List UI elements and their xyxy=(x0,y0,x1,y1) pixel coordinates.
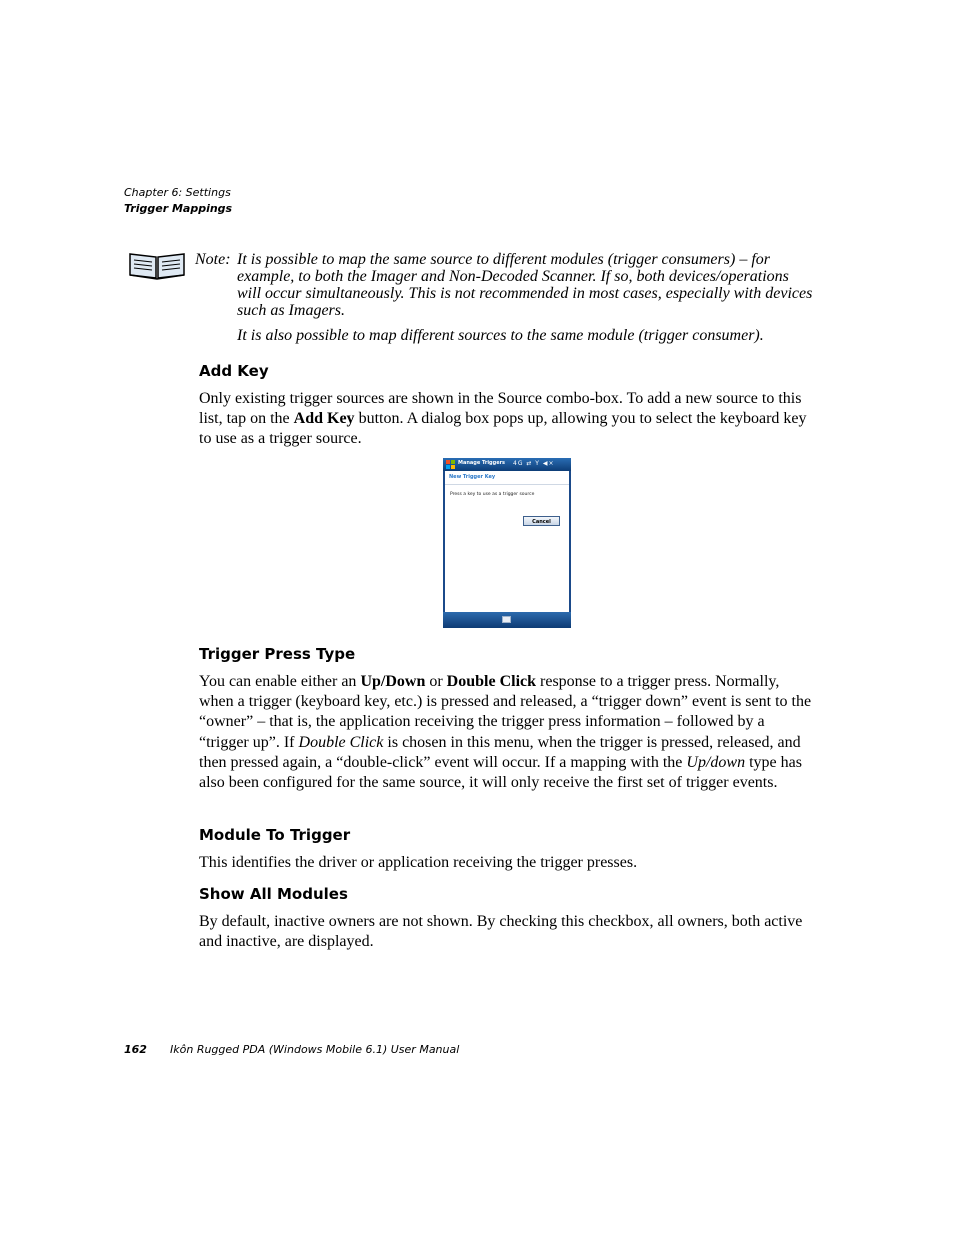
divider xyxy=(445,484,569,485)
paragraph-show-all-modules: By default, inactive owners are not shown. By checking this checkbox, all owners, both active and inactive, are displayed. xyxy=(199,913,803,951)
italic-run: Up/down xyxy=(686,753,746,771)
text-run: button. A dialog box pops up, allowing you to select the keyboard key to use as a trigger source. xyxy=(199,410,807,448)
page-footer xyxy=(124,1043,460,1056)
dialog-subtitle: New Trigger Key xyxy=(449,474,496,480)
section-label: Trigger Mappings xyxy=(124,202,233,215)
note-paragraph-2: It is also possible to map different sources to the same module (trigger consumer). xyxy=(237,327,764,344)
bold-run: Add Key xyxy=(293,410,355,428)
text-run: You can enable either an xyxy=(199,673,361,690)
page-number: 162 xyxy=(124,1043,147,1056)
text-run: Only existing trigger sources are shown in the Source combo-box. To add a new source to this list, tap on the xyxy=(199,390,802,428)
bold-run: Up/Down xyxy=(360,673,426,690)
chapter-label: Chapter 6: Settings xyxy=(124,186,231,199)
note-block xyxy=(195,251,815,344)
text-run: response to a trigger press. Normally, when a trigger (keyboard key, etc.) is pressed and released, a “trigger down” event is sent to the “owner” – that is, the application receiving the trigger press information – followed by a “trigger up”. If xyxy=(199,673,812,751)
bold-run: Double Click xyxy=(446,673,537,690)
note-label: Note: xyxy=(195,251,231,268)
heading-add-key: Add Key xyxy=(199,362,269,380)
cancel-button[interactable]: Cancel xyxy=(523,516,560,526)
running-header xyxy=(124,185,232,217)
heading-trigger-press-type: Trigger Press Type xyxy=(199,645,356,663)
title-bar xyxy=(443,458,571,471)
paragraph-trigger-press-type xyxy=(199,672,813,793)
text-run: type has also been configured for the same source, it will only receive the first set of trigger events. xyxy=(199,753,802,792)
italic-run: Double Click xyxy=(298,733,384,751)
text-run: or xyxy=(425,673,447,690)
device-screenshot xyxy=(443,458,571,628)
paragraph-module-to-trigger: This identifies the driver or application receiving the trigger presses. xyxy=(199,854,638,871)
text-run: is chosen in this menu, when the trigger is pressed, released, and then pressed again, a “double-click” event will occur. If a mapping with the xyxy=(199,733,801,771)
status-icons: 4G ⇄ Y ◀× xyxy=(513,460,555,467)
heading-show-all-modules: Show All Modules xyxy=(199,885,348,903)
soft-key-bar xyxy=(443,612,571,628)
dialog-message: Press a key to use as a trigger source xyxy=(450,492,535,497)
window-title: Manage Triggers xyxy=(458,460,506,466)
keyboard-icon[interactable] xyxy=(502,616,511,623)
manual-title: Ikôn Rugged PDA (Windows Mobile 6.1) User Manual xyxy=(170,1043,460,1056)
windows-start-icon[interactable] xyxy=(446,460,455,469)
note-paragraph: It is possible to map the same source to different modules (trigger consumers) – for example, to both the Imager and Non-Decoded Scanner. If so, both devices/operations will occur simultaneously. This is not recommended in most cases, especially with devices such as Imagers. xyxy=(237,251,813,319)
dialog-content xyxy=(445,471,569,612)
open-book-icon xyxy=(128,250,186,280)
heading-module-to-trigger: Module To Trigger xyxy=(199,826,351,844)
paragraph-add-key xyxy=(199,389,813,450)
